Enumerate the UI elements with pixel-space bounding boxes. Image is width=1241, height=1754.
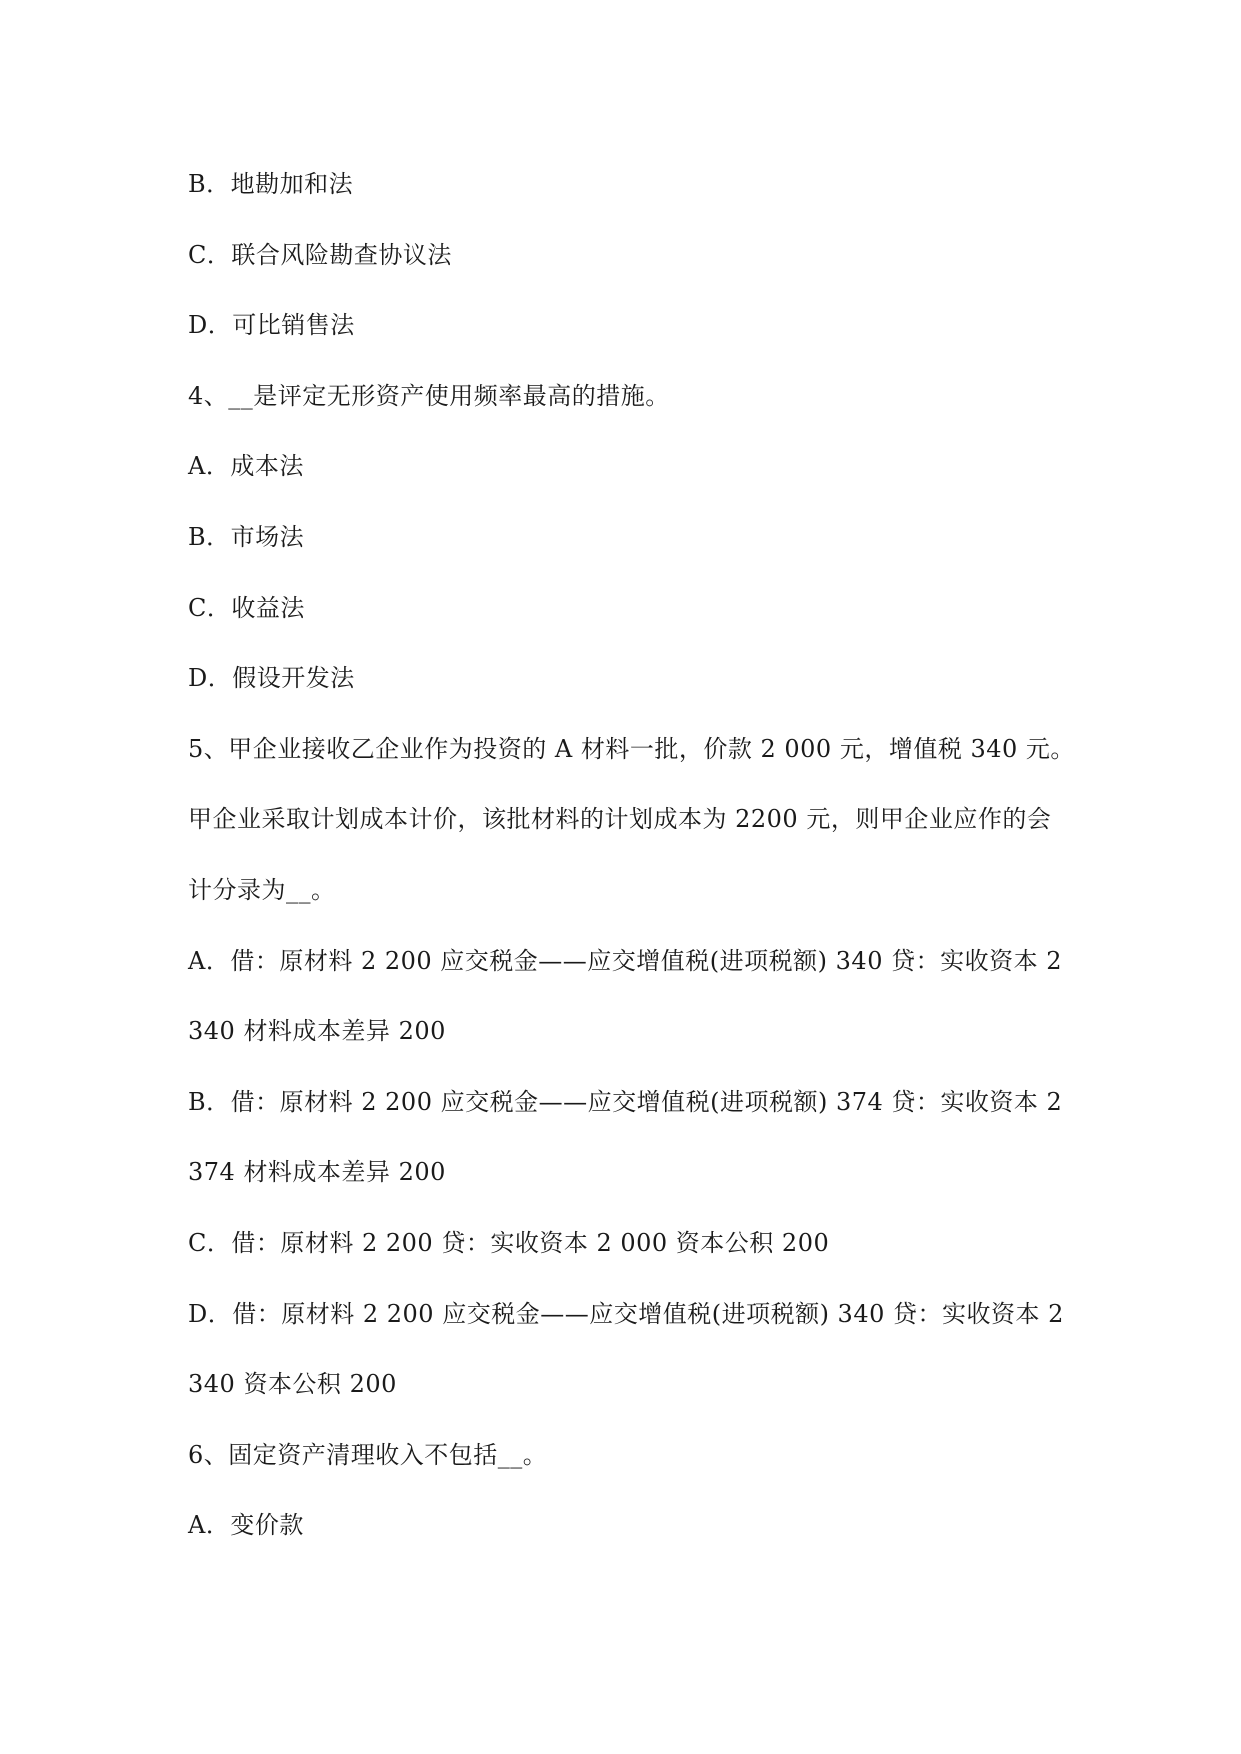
question-5-text-line-1: 5、甲企业接收乙企业作为投资的 A 材料一批，价款 2 000 元，增值税 340 元。 bbox=[188, 734, 1075, 763]
q5-option-a-line-1: A．借：原材料 2 200 应交税金——应交增值税(进项税额) 340 贷：实收资本 2 bbox=[188, 946, 1062, 975]
q5-option-b-line-2: 374 材料成本差异 200 bbox=[188, 1158, 446, 1187]
question-6-text: 6、固定资产清理收入不包括__。 bbox=[188, 1440, 548, 1469]
document-body bbox=[188, 160, 1075, 1572]
option-b-line: B．地勘加和法 bbox=[188, 170, 354, 198]
option-d-line: D．可比销售法 bbox=[188, 311, 355, 340]
q5-option-d-line-2: 340 资本公积 200 bbox=[188, 1370, 397, 1399]
q4-option-d: D．假设开发法 bbox=[188, 664, 355, 693]
question-5-text-line-3: 计分录为__。 bbox=[188, 875, 336, 904]
q6-option-a: A．变价款 bbox=[188, 1511, 304, 1540]
q4-option-a: A．成本法 bbox=[188, 452, 304, 481]
q4-option-c: C．收益法 bbox=[188, 593, 305, 622]
option-c-line: C．联合风险勘查协议法 bbox=[188, 240, 452, 269]
question-4-text: 4、__是评定无形资产使用频率最高的措施。 bbox=[188, 381, 670, 410]
q5-option-d-line-1: D．借：原材料 2 200 应交税金——应交增值税(进项税额) 340 贷：实收资本 2 bbox=[188, 1299, 1064, 1328]
question-5-text-line-2: 甲企业采取计划成本计价，该批材料的计划成本为 2200 元，则甲企业应作的会 bbox=[188, 805, 1052, 834]
q4-option-b: B．市场法 bbox=[188, 522, 305, 551]
q5-option-b-line-1: B．借：原材料 2 200 应交税金——应交增值税(进项税额) 374 贷：实收资本 2 bbox=[188, 1087, 1063, 1116]
q5-option-c: C．借：原材料 2 200 贷：实收资本 2 000 资本公积 200 bbox=[188, 1228, 830, 1257]
q5-option-a-line-2: 340 材料成本差异 200 bbox=[188, 1017, 446, 1046]
